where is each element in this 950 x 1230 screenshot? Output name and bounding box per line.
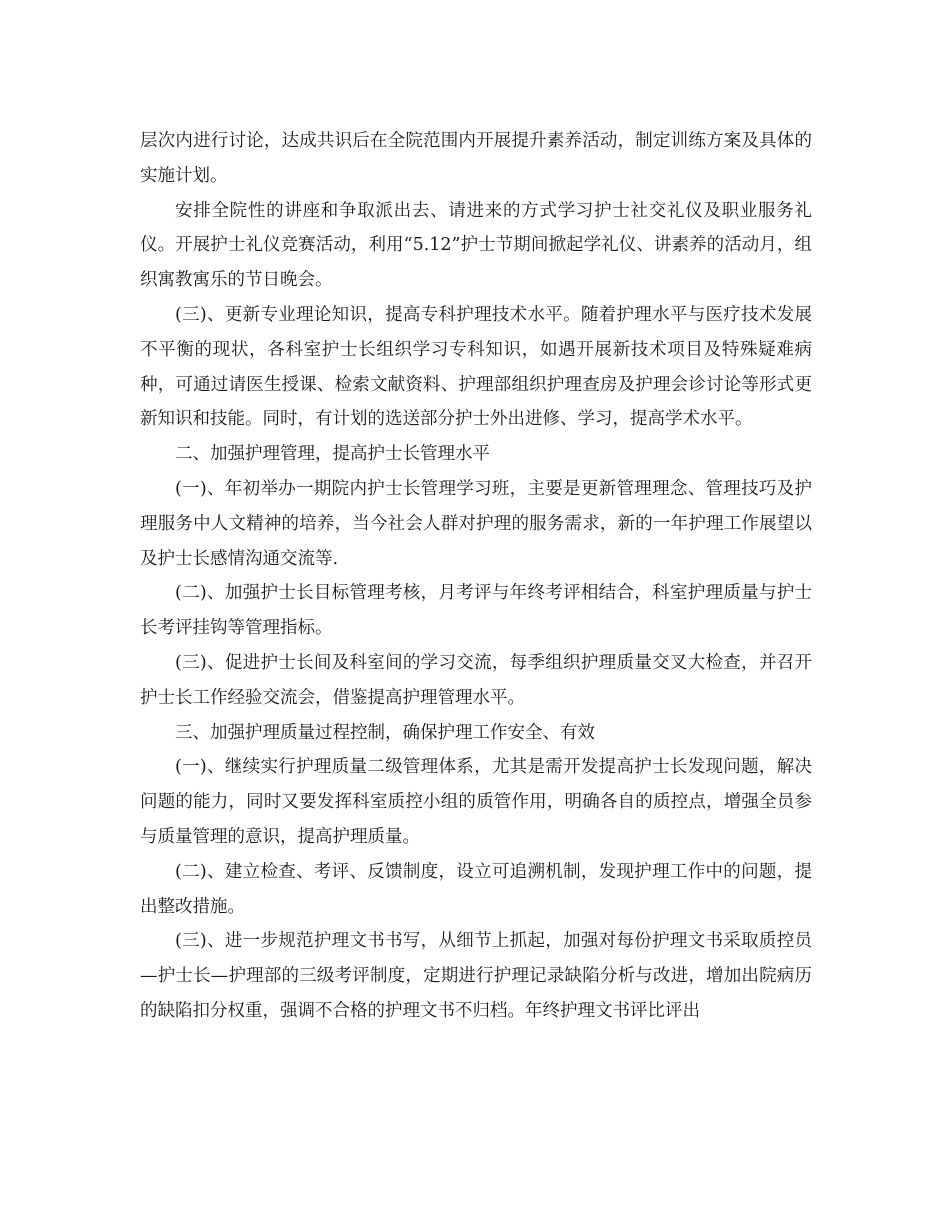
paragraph-11: (三)、进一步规范护理文书书写，从细节上抓起，加强对每份护理文书采取质控员—护士长—护理部的三级考评制度，定期进行护理记录缺陷分析与改进，增加出院病历的缺陷扣分权重，强调不合格的护理文书不归档。年终护理文书评比评出 [140, 931, 812, 1021]
document-body [140, 124, 812, 1029]
paragraph-6: (二)、加强护士长目标管理考核，月考评与年终考评相结合，科室护理质量与护士长考评挂钩等管理指标。 [140, 583, 812, 639]
section-heading-3: 三、加强护理质量过程控制，确保护理工作安全、有效 [175, 722, 595, 743]
paragraph-1: 层次内进行讨论，达成共识后在全院范围内开展提升素养活动，制定训练方案及具体的实施计划。 [140, 131, 812, 186]
section-heading-2: 二、加强护理管理，提高护士长管理水平 [175, 444, 490, 465]
paragraph-7: (三)、促进护士长间及科室间的学习交流，每季组织护理质量交叉大检查，并召开护士长工作经验交流会，借鉴提高护理管理水平。 [140, 652, 812, 708]
paragraph-9: (一)、继续实行护理质量二级管理体系，尤其是需开发提高护士长发现问题，解决问题的能力，同时又要发挥科室质控小组的质管作用，明确各自的质控点，增强全员参与质量管理的意识，提高护理质量。 [140, 757, 812, 847]
paragraph-2: 安排全院性的讲座和争取派出去、请进来的方式学习护士社交礼仪及职业服务礼仪。开展护士礼仪竞赛活动，利用“5.12”护士节期间掀起学礼仪、讲素养的活动月，组织寓教寓乐的节日晚会。 [140, 200, 812, 291]
paragraph-5: (一)、年初举办一期院内护士长管理学习班，主要是更新管理理念、管理技巧及护理服务中人文精神的培养，当今社会人群对护理的服务需求，新的一年护理工作展望以及护士长感情沟通交流等. [140, 478, 812, 569]
paragraph-10: (二)、建立检查、考评、反馈制度，设立可追溯机制，发现护理工作中的问题，提出整改措施。 [140, 861, 812, 917]
paragraph-3: (三)、更新专业理论知识，提高专科护理技术水平。随着护理水平与医疗技术发展不平衡的现状，各科室护士长组织学习专科知识，如遇开展新技术项目及特殊疑难病种，可通过请医生授课、检索文献资料、护理部组织护理查房及护理会诊讨论等形式更新知识和技能。同时，有计划的选送部分护士外出进修、学习，提高学术水平。 [140, 304, 812, 430]
